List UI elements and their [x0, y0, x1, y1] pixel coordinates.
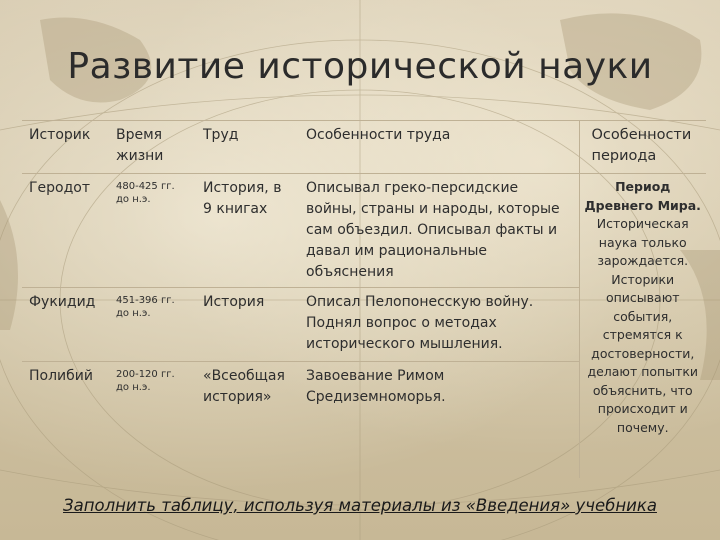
- historian-cell: Фукидид: [22, 288, 109, 362]
- header-historian: Историк: [22, 121, 109, 174]
- lifetime-cell: 451-396 гг. до н.э.: [109, 288, 196, 362]
- period-cell: [579, 174, 706, 478]
- features-cell: Завоевание Римом Средиземноморья.: [299, 362, 579, 478]
- historian-cell: Полибий: [22, 362, 109, 478]
- header-lifetime: Время жизни: [109, 121, 196, 174]
- features-cell: Описал Пелопонесскую войну. Поднял вопрос о методах исторического мышления.: [299, 288, 579, 362]
- features-cell: Описывал греко-персидские войны, страны и народы, которые сам объездил. Описывал факты и давал им рациональные объяснения: [299, 174, 579, 288]
- period-text: Историческая наука только зарождается. Историки описывают события, стремятся к достоверности, делают попытки объяснить, что происходит и почему.: [587, 216, 699, 435]
- work-cell: «Всеобщая история»: [196, 362, 299, 478]
- header-features: Особенности труда: [299, 121, 579, 174]
- work-cell: История, в 9 книгах: [196, 174, 299, 288]
- table-row: [22, 174, 706, 288]
- header-work: Труд: [196, 121, 299, 174]
- lifetime-cell: 200-120 гг. до н.э.: [109, 362, 196, 478]
- work-cell: История: [196, 288, 299, 362]
- lifetime-cell: 480-425 гг. до н.э.: [109, 174, 196, 288]
- historians-table: [22, 120, 706, 478]
- page-title: Развитие исторической науки: [67, 46, 653, 87]
- table-header-row: [22, 121, 706, 174]
- header-period: Особенности периода: [579, 121, 706, 174]
- assignment-instruction: Заполнить таблицу, используя материалы из «Введения» учебника: [63, 496, 657, 515]
- historian-cell: Геродот: [22, 174, 109, 288]
- period-heading: Период Древнего Мира.: [584, 179, 701, 213]
